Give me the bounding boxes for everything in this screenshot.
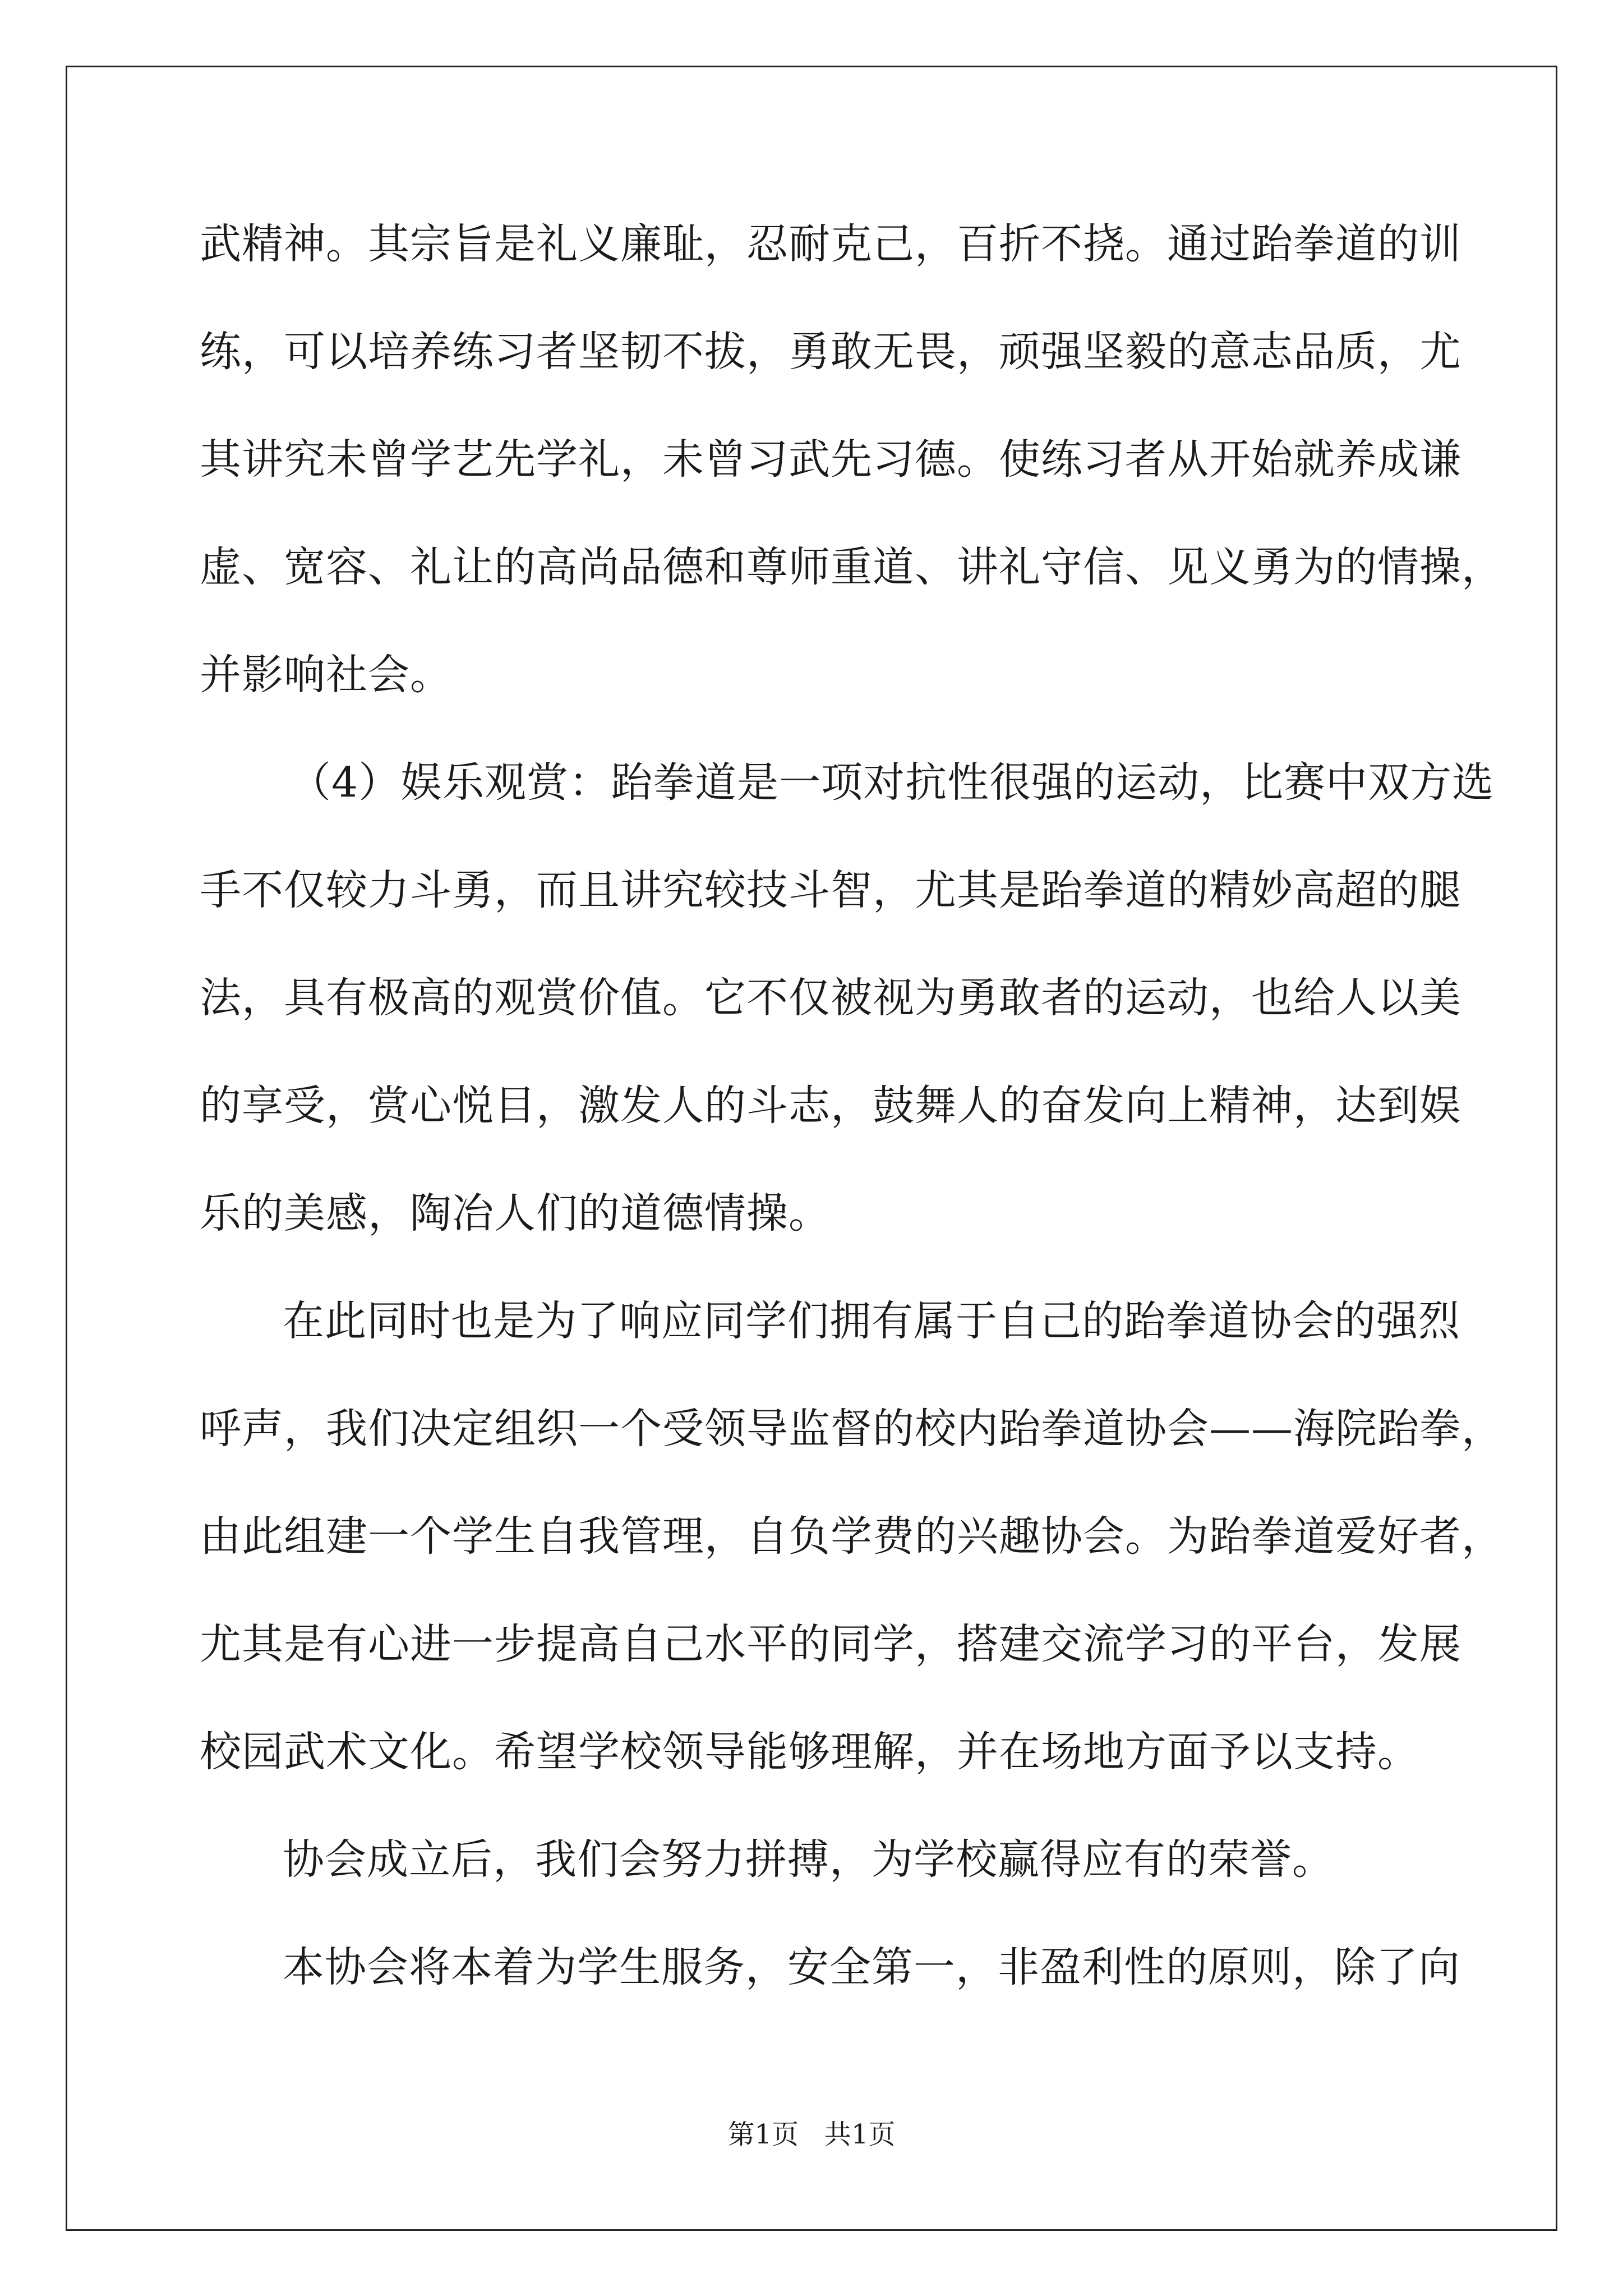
paragraph-3-line-4: 尤其是有心进一步提高自己水平的同学，搭建交流学习的平台，发展 — [200, 1620, 1461, 1668]
paragraph-2-line-5: 乐的美感，陶冶人们的道德情操。 — [200, 1189, 831, 1237]
paragraph-2-line-4: 的享受，赏心悦目，激发人的斗志，鼓舞人的奋发向上精神，达到娱 — [200, 1082, 1461, 1130]
paragraph-3-line-5: 校园武术文化。希望学校领导能够理解，并在场地方面予以支持。 — [200, 1728, 1419, 1776]
paragraph-1-line-5: 并影响社会。 — [200, 651, 452, 699]
paragraph-5-line-1: 本协会将本着为学生服务，安全第一，非盈利性的原则，除了向 — [283, 1943, 1460, 1991]
page-number-footer: 第1页 共1页 — [727, 2119, 896, 2150]
paragraph-2-line-1: （4）娱乐观赏：跆拳道是一项对抗性很强的运动，比赛中双方选 — [289, 758, 1495, 807]
paragraph-3-line-1: 在此同时也是为了响应同学们拥有属于自己的跆拳道协会的强烈 — [283, 1297, 1460, 1345]
paragraph-1-line-4: 虚、宽容、礼让的高尚品德和尊师重道、讲礼守信、见义勇为的情操， — [200, 543, 1504, 591]
paragraph-1-line-2: 练，可以培养练习者坚韧不拔，勇敢无畏，顽强坚毅的意志品质，尤 — [200, 328, 1461, 376]
paragraph-2-line-2: 手不仅较力斗勇，而且讲究较技斗智，尤其是跆拳道的精妙高超的腿 — [200, 866, 1461, 914]
paragraph-2-line-3: 法，具有极高的观赏价值。它不仅被视为勇敢者的运动，也给人以美 — [200, 974, 1461, 1022]
page-border — [66, 66, 1557, 2231]
paragraph-3-line-3: 由此组建一个学生自我管理，自负学费的兴趣协会。为跆拳道爱好者， — [200, 1512, 1504, 1561]
paragraph-1-line-1: 武精神。其宗旨是礼义廉耻，忍耐克己，百折不挠。通过跆拳道的训 — [200, 220, 1461, 268]
paragraph-3-line-2: 呼声，我们决定组织一个受领导监督的校内跆拳道协会——海院跆拳， — [200, 1405, 1504, 1453]
paragraph-4-line-1: 协会成立后，我们会努力拼搏，为学校赢得应有的荣誉。 — [283, 1835, 1334, 1884]
paragraph-1-line-3: 其讲究未曾学艺先学礼，未曾习武先习德。使练习者从开始就养成谦 — [200, 435, 1461, 484]
